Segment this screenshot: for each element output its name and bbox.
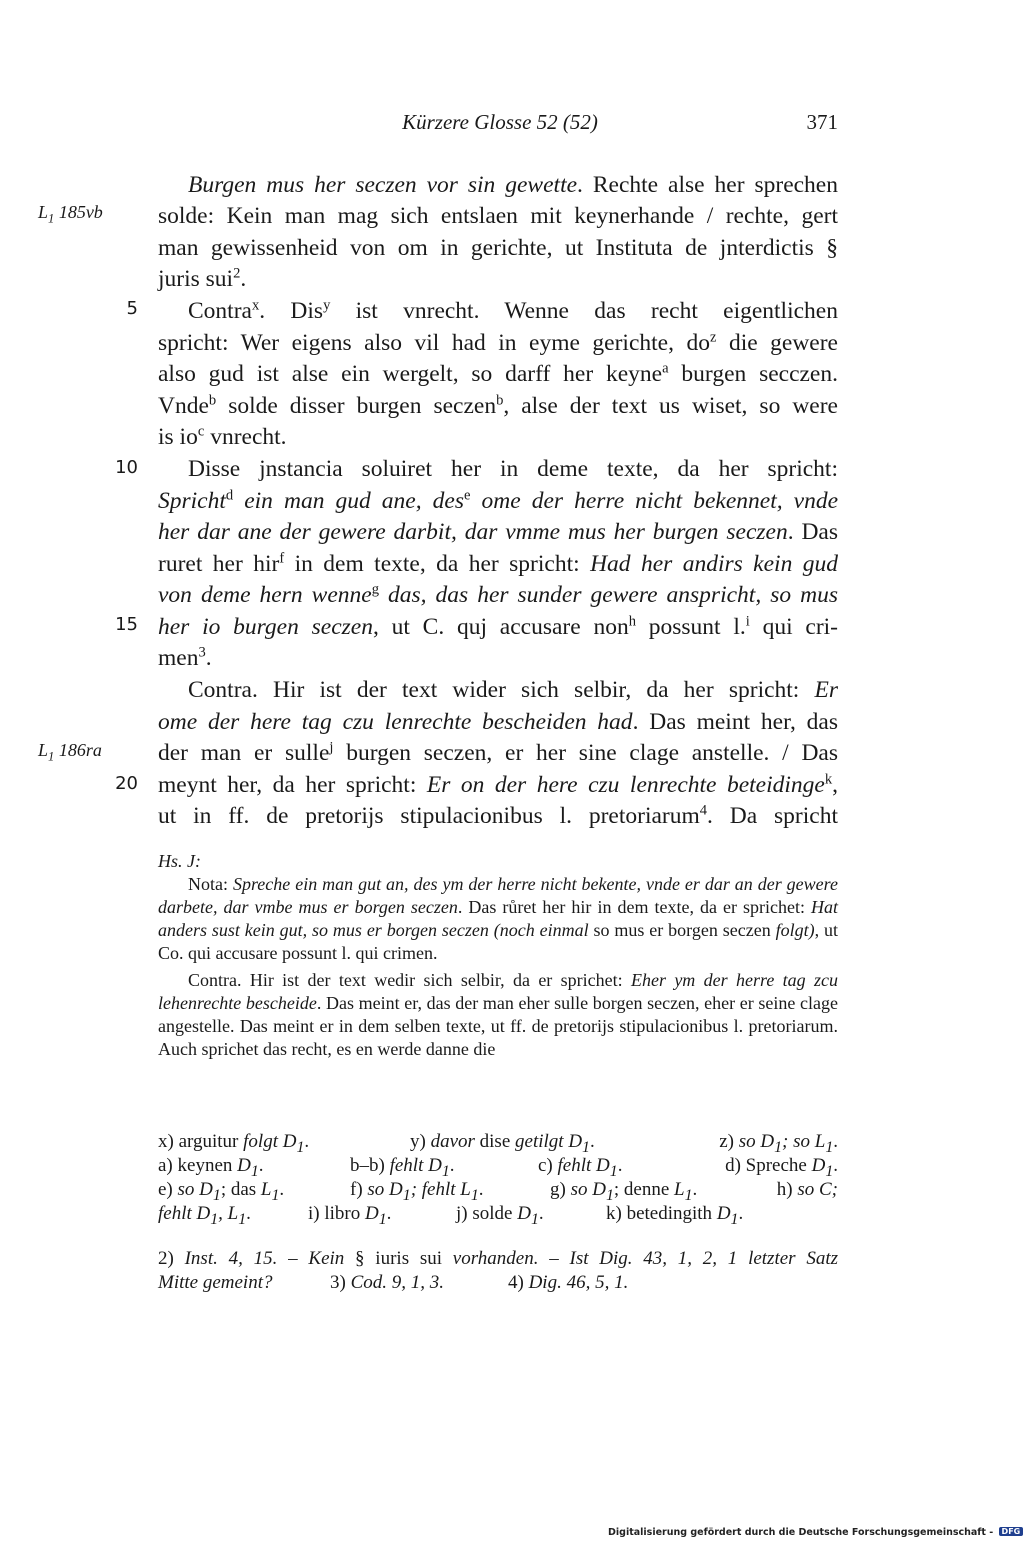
- main-text-line-2: solde: Kein man mag sich entslaen mit keynerhande / rechte, gert: [158, 203, 838, 229]
- variant-reading-block: [158, 850, 838, 1065]
- main-text-line-1: Burgen mus her seczen vor sin gewette. Rechte alse her sprechen: [188, 172, 838, 198]
- main-text-line-17: Contra. Hir ist der text wider sich selbir, da her spricht: Er: [188, 677, 838, 703]
- page-number: 371: [806, 110, 838, 134]
- apparatus-b-b: b–b) fehlt $D_1$.: [350, 1155, 455, 1180]
- main-text-line-20: meynt her, da her spricht: Er on der here czu lenrechte beteidinge$^k$,: [158, 771, 839, 798]
- apparatus-g: g) so $D_1$; denne $L_1$.: [550, 1179, 698, 1204]
- apparatus-i: i) libro $D_1$.: [308, 1203, 392, 1228]
- main-text-line-7: also gud ist alse ein wergelt, so darff her keyne$^a$ burgen secczen.: [158, 360, 838, 387]
- apparatus-a: a) keynen $D_1$.: [158, 1155, 264, 1180]
- main-text-line-5: Contra$^x$. Dis$^y$ ist vnrecht. Wenne das recht eigentlichen: [188, 297, 838, 324]
- variant-paragraph-1: Nota: Spreche ein man gut an, des ym der herre nicht bekente, vnde er dar an der gewere darbete, dar vmbe mus er borgen seczen. Das růret her hir in dem texte, da er sprichet: Hat anders sust kein gut, so mus er borgen seczen (noch einmal so mus er borgen seczen folgt), ut Co. qui accusare possunt l. qui crimen.: [158, 874, 838, 963]
- main-text-line-6: spricht: Wer eigens also vil had in eyme gerichte, $do^z$ die gewere: [158, 329, 838, 356]
- main-text-line-13: ruret her hir$^f$ in dem texte, da her spricht: Had her andirs kein gud: [158, 550, 838, 577]
- margin-note-folio-186ra: $L_1$ 186ra: [38, 740, 102, 764]
- apparatus-k: k) betedingith $D_1$.: [606, 1203, 744, 1228]
- main-text-line-12: her dar ane der gewere darbit, dar vmme mus her burgen seczen. Das: [158, 519, 838, 545]
- variant-paragraph-2: Contra. Hir ist der text wedir sich selbir, da er sprichet: Eher ym der herre tag zcu lehenrechte bescheide. Das meint er, das der man eher sulle borgen seczen, eher er seine clage angestelle. Das meint er in dem selben texte, ut ff. de pretorijs stipulacionibus l. pretoriarum. Auch sprichet das recht, es en werde danne die: [158, 970, 839, 1059]
- main-text-line-21: ut in ff. de pretorijs stipulacionibus l. pretoriarum$^4$. Da spricht: [158, 802, 838, 829]
- main-text-line-15: her io burgen seczen, ut C. quj accusare non$^h$ possunt l.$^i$ qui cri-: [158, 613, 839, 640]
- main-text-line-4: juris sui$^2$.: [158, 265, 247, 292]
- main-text-line-8: Vnde$^b$ solde disser burgen seczen$^b$, alse der text us wiset, so were: [158, 392, 838, 419]
- line-number-20: 20: [115, 773, 138, 794]
- main-text-line-18: ome der here tag czu lenrechte bescheiden had. Das meint her, das: [158, 709, 838, 735]
- apparatus-line-4: [158, 1202, 838, 1232]
- footnote-3: 3) Cod. 9, 1, 3.: [330, 1272, 445, 1293]
- apparatus-f: f) so $D_1$; fehlt $L_1$.: [350, 1179, 484, 1204]
- margin-note-folio-185vb: $L_1$ 185vb: [38, 202, 103, 226]
- main-text-line-19: der man er sulle$^j$ burgen seczen, er her sine clage anstelle. / Das: [158, 739, 838, 766]
- apparatus-c: c) fehlt $D_1$.: [538, 1155, 623, 1180]
- running-header-title: Kürzere Glosse 52 (52): [402, 110, 598, 134]
- footnote-2-continued: Mitte gemeint?: [158, 1272, 273, 1293]
- apparatus-j: j) solde $D_1$.: [456, 1203, 544, 1228]
- main-text-line-11: Spricht$^d$ ein man gud ane, des$^e$ ome der herre nicht bekennet, vnde: [158, 487, 839, 514]
- main-text-line-14: von deme hern wenne$^g$ das, das her sunder gewere anspricht, so mus: [158, 581, 838, 608]
- main-text-line-10: Disse jnstancia soluiret her in deme texte, da her spricht:: [188, 456, 838, 482]
- main-text-line-9: is $io^c$ vnrecht.: [158, 423, 287, 450]
- footnote-line-2: [158, 1271, 838, 1295]
- apparatus-x: x) arguitur folgt $D_1$.: [158, 1131, 310, 1156]
- line-number-5: 5: [126, 298, 138, 319]
- apparatus-h: h) so C;: [776, 1179, 838, 1200]
- main-text-line-16: men$^3$.: [158, 644, 212, 671]
- digitization-credit: Digitalisierung gefördert durch die Deutsche Forschungsgemeinschaft - DFG: [608, 1527, 996, 1541]
- footnote-4: 4) Dig. 46, 5, 1.: [508, 1272, 629, 1293]
- apparatus-y: y) davor dise getilgt $D_1$.: [410, 1131, 595, 1156]
- line-number-10: 10: [115, 457, 138, 478]
- footnote-2: 2) Inst. 4, 15. – Kein § iuris sui vorhanden. – Ist Dig. 43, 1, 2, 1 letzter Satz: [158, 1248, 838, 1269]
- apparatus-z: z) so $D_1$; so $L_1$.: [719, 1131, 838, 1156]
- apparatus-e: e) so $D_1$; das $L_1$.: [158, 1179, 285, 1204]
- line-number-15: 15: [115, 614, 138, 635]
- apparatus-h-continued: fehlt $D_1$, $L_1$.: [158, 1203, 251, 1228]
- apparatus-d: d) Spreche $D_1$.: [725, 1155, 838, 1180]
- dfg-logo: DFG: [999, 1527, 1023, 1536]
- variant-label: Hs. J:: [158, 851, 201, 871]
- main-text-line-3: man gewissenheid von om in gerichte, ut Instituta de jnterdictis §: [158, 235, 838, 261]
